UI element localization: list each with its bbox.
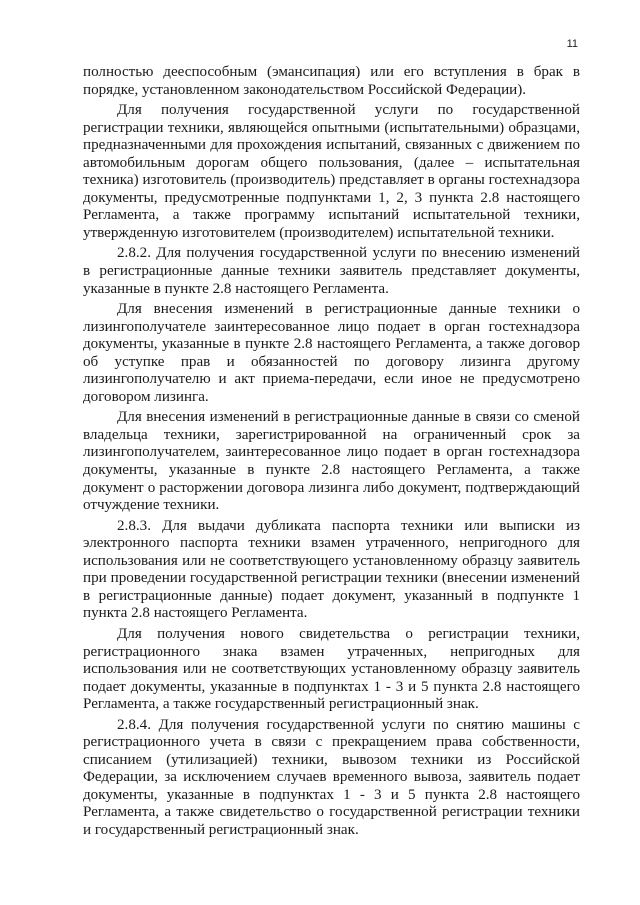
- paragraph-lessee-changes: Для внесения изменений в регистрационные данные техники о лизингополучателе заинтересованное лицо подает в орган гостехнадзора документы, указанные в пункте 2.8 настоящего Регламента, а также договор об уступке прав и обязанностей по договору лизинга другому лизингополучателю и акт приема-передачи, если иное не предусмотрено договором лизинга.: [83, 301, 580, 405]
- page-number: 11: [566, 38, 578, 50]
- paragraph-2-8-2: 2.8.2. Для получения государственной услуги по внесению изменений в регистрационные данные техники заявитель представляет документы, указанные в пункте 2.8 настоящего Регламента.: [83, 245, 580, 297]
- paragraph-new-certificate: Для получения нового свидетельства о регистрации техники, регистрационного знака взамен утраченных, непригодных для использования или не соответствующих установленному образцу заявитель подает документы, указанные в подпунктах 1 - 3 и 5 пункта 2.8 настоящего Регламента, а также государственный регистрационный знак.: [83, 625, 580, 713]
- paragraph-continuation: полностью дееспособным (эмансипация) или его вступления в брак в порядке, установленном законодательством Российской Федерации).: [83, 64, 580, 98]
- paragraph-2-8-3: 2.8.3. Для выдачи дубликата паспорта техники или выписки из электронного паспорта техники взамен утраченного, непригодного для использования или не соответствующего установленному образцу заявитель при проведении государственной регистрации техники (внесении изменений в регистрационные данные) подает документ, указанный в подпункте 1 пункта 2.8 настоящего Регламента.: [83, 517, 580, 622]
- paragraph-test-equipment-registration: Для получения государственной услуги по государственной регистрации техники, являющейся опытными (испытательными) образцами, предназначенными для прохождения испытаний, связанных с движением по автомобильным дорогам общего пользования, (далее – испытательная техника) изготовитель (производитель) представляет в органы гостехнадзора документы, предусмотренные подпунктами 1, 2, 3 пункта 2.8 настоящего Регламента, а также программу испытаний испытательной техники, утвержденную изготовителем (производителем) испытательной техники.: [83, 102, 580, 241]
- paragraph-2-8-4: 2.8.4. Для получения государственной услуги по снятию машины с регистрационного учета в связи с прекращением права собственности, списанием (утилизацией) техники, вывозом техники из Российской Федерации, за исключением случаев временного вывоза, заявитель подает документы, указанные в подпунктах 1 - 3 и 5 пункта 2.8 настоящего Регламента, а также свидетельство о государственной регистрации техники и государственный регистрационный знак.: [83, 716, 580, 838]
- document-body: [83, 64, 580, 843]
- paragraph-owner-change: Для внесения изменений в регистрационные данные в связи со сменой владельца техники, зарегистрированной на ограниченный срок за лизингополучателем, заинтересованное лицо подает в орган гостехнадзора документы, указанные в пункте 2.8 настоящего Регламента, а также документ о расторжении договора лизинга либо документ, подтверждающий отчуждение техники.: [83, 409, 580, 514]
